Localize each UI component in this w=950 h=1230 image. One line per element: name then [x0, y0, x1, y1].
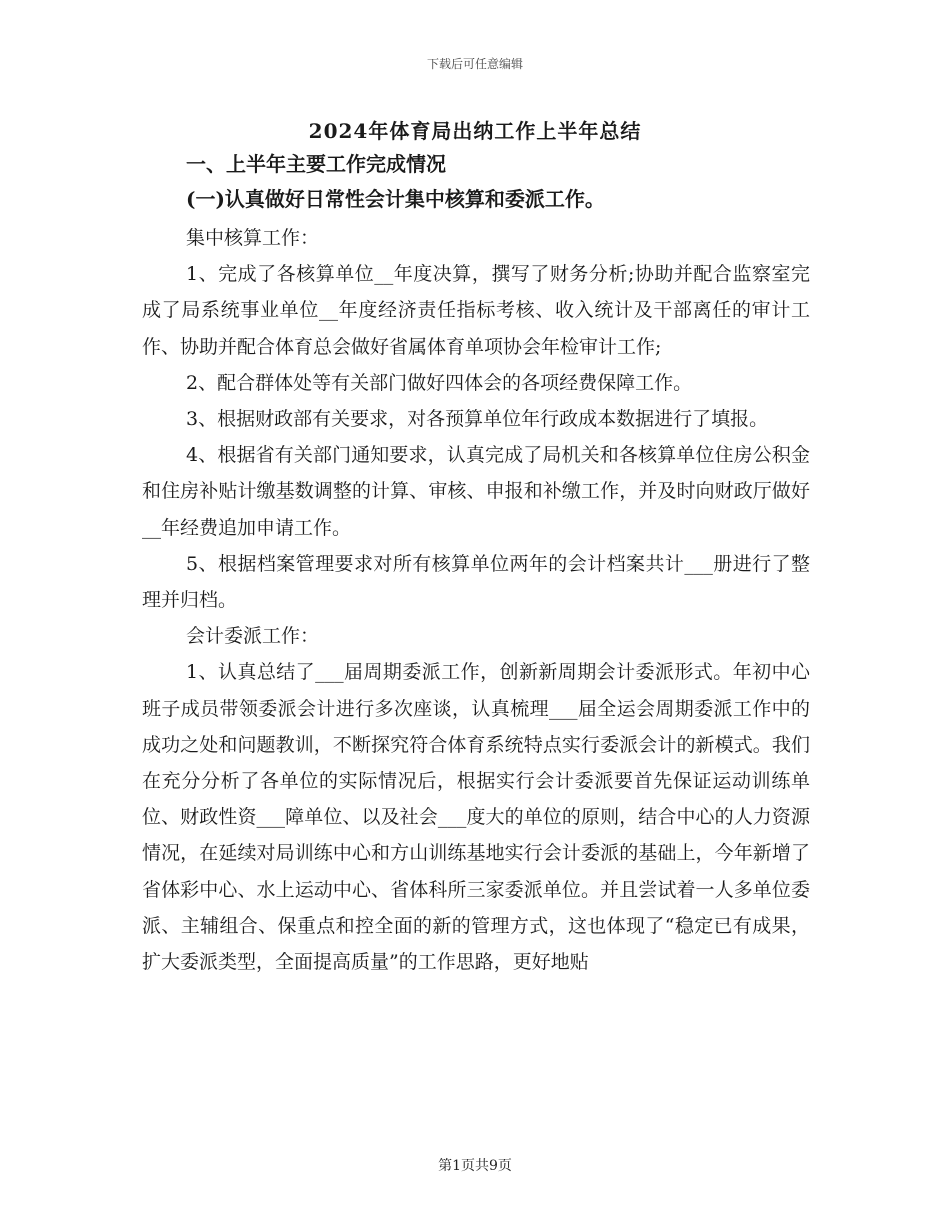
document-body: [142, 146, 810, 980]
paragraph-accounting-delegation: 会计委派工作：: [186, 625, 320, 648]
paragraph-item-3: 3、根据财政部有关要求，对各预算单位年行政成本数据进行了填报。: [186, 408, 769, 431]
page-footer: 第1页共9页: [438, 1158, 512, 1174]
paragraph-item-5: 5、根据档案管理要求对所有核算单位两年的会计档案共计___册进行了整理并归档。: [142, 552, 810, 612]
section-heading-1: 一、上半年主要工作完成情况: [186, 152, 446, 176]
paragraph-item-1: 1、完成了各核算单位__年度决算，撰写了财务分析;协助并配合监察室完成了局系统事业单位__年度经济责任指标考核、收入统计及干部离任的审计工作、协助并配合体育总会做好省属体育单项协会年检审计工作;: [142, 263, 810, 358]
paragraph-centralized-accounting: 集中核算工作：: [186, 227, 320, 249]
paragraph-delegation-item-1: 1、认真总结了___届周期委派工作，创新新周期会计委派形式。年初中心班子成员带领委派会计进行多次座谈，认真梳理___届全运会周期委派工作中的成功之处和问题教训，不断探究符合体育系统特点实行委派会计的新模式。我们在充分分析了各单位的实际情况后，根据实行会计委派要首先保证运动训练单位、财政性资___障单位、以及社会___度大的单位的原则，结合中心的人力资源情况，在延续对局训练中心和方山训练基地实行会计委派的基础上，今年新增了省体彩中心、水上运动中心、省体科所三家委派单位。并且尝试着一人多单位委派、主辅组合、保重点和控全面的新的管理方式，这也体现了“稳定已有成果，扩大委派类型，全面提高质量”的工作思路，更好地贴: [142, 661, 810, 974]
section-heading-2: (一)认真做好日常性会计集中核算和委派工作。: [186, 187, 605, 211]
paragraph-item-2: 2、配合群体处等有关部门做好四体会的各项经费保障工作。: [186, 371, 693, 394]
header-note: 下载后可任意编辑: [426, 57, 523, 71]
document-title: 2024年体育局出纳工作上半年总结: [308, 119, 642, 143]
paragraph-item-4: 4、根据省有关部门通知要求，认真完成了局机关和各核算单位住房公积金和住房补贴计缴基数调整的计算、审核、申报和补缴工作，并及时向财政厅做好__年经费追加申请工作。: [142, 444, 810, 539]
